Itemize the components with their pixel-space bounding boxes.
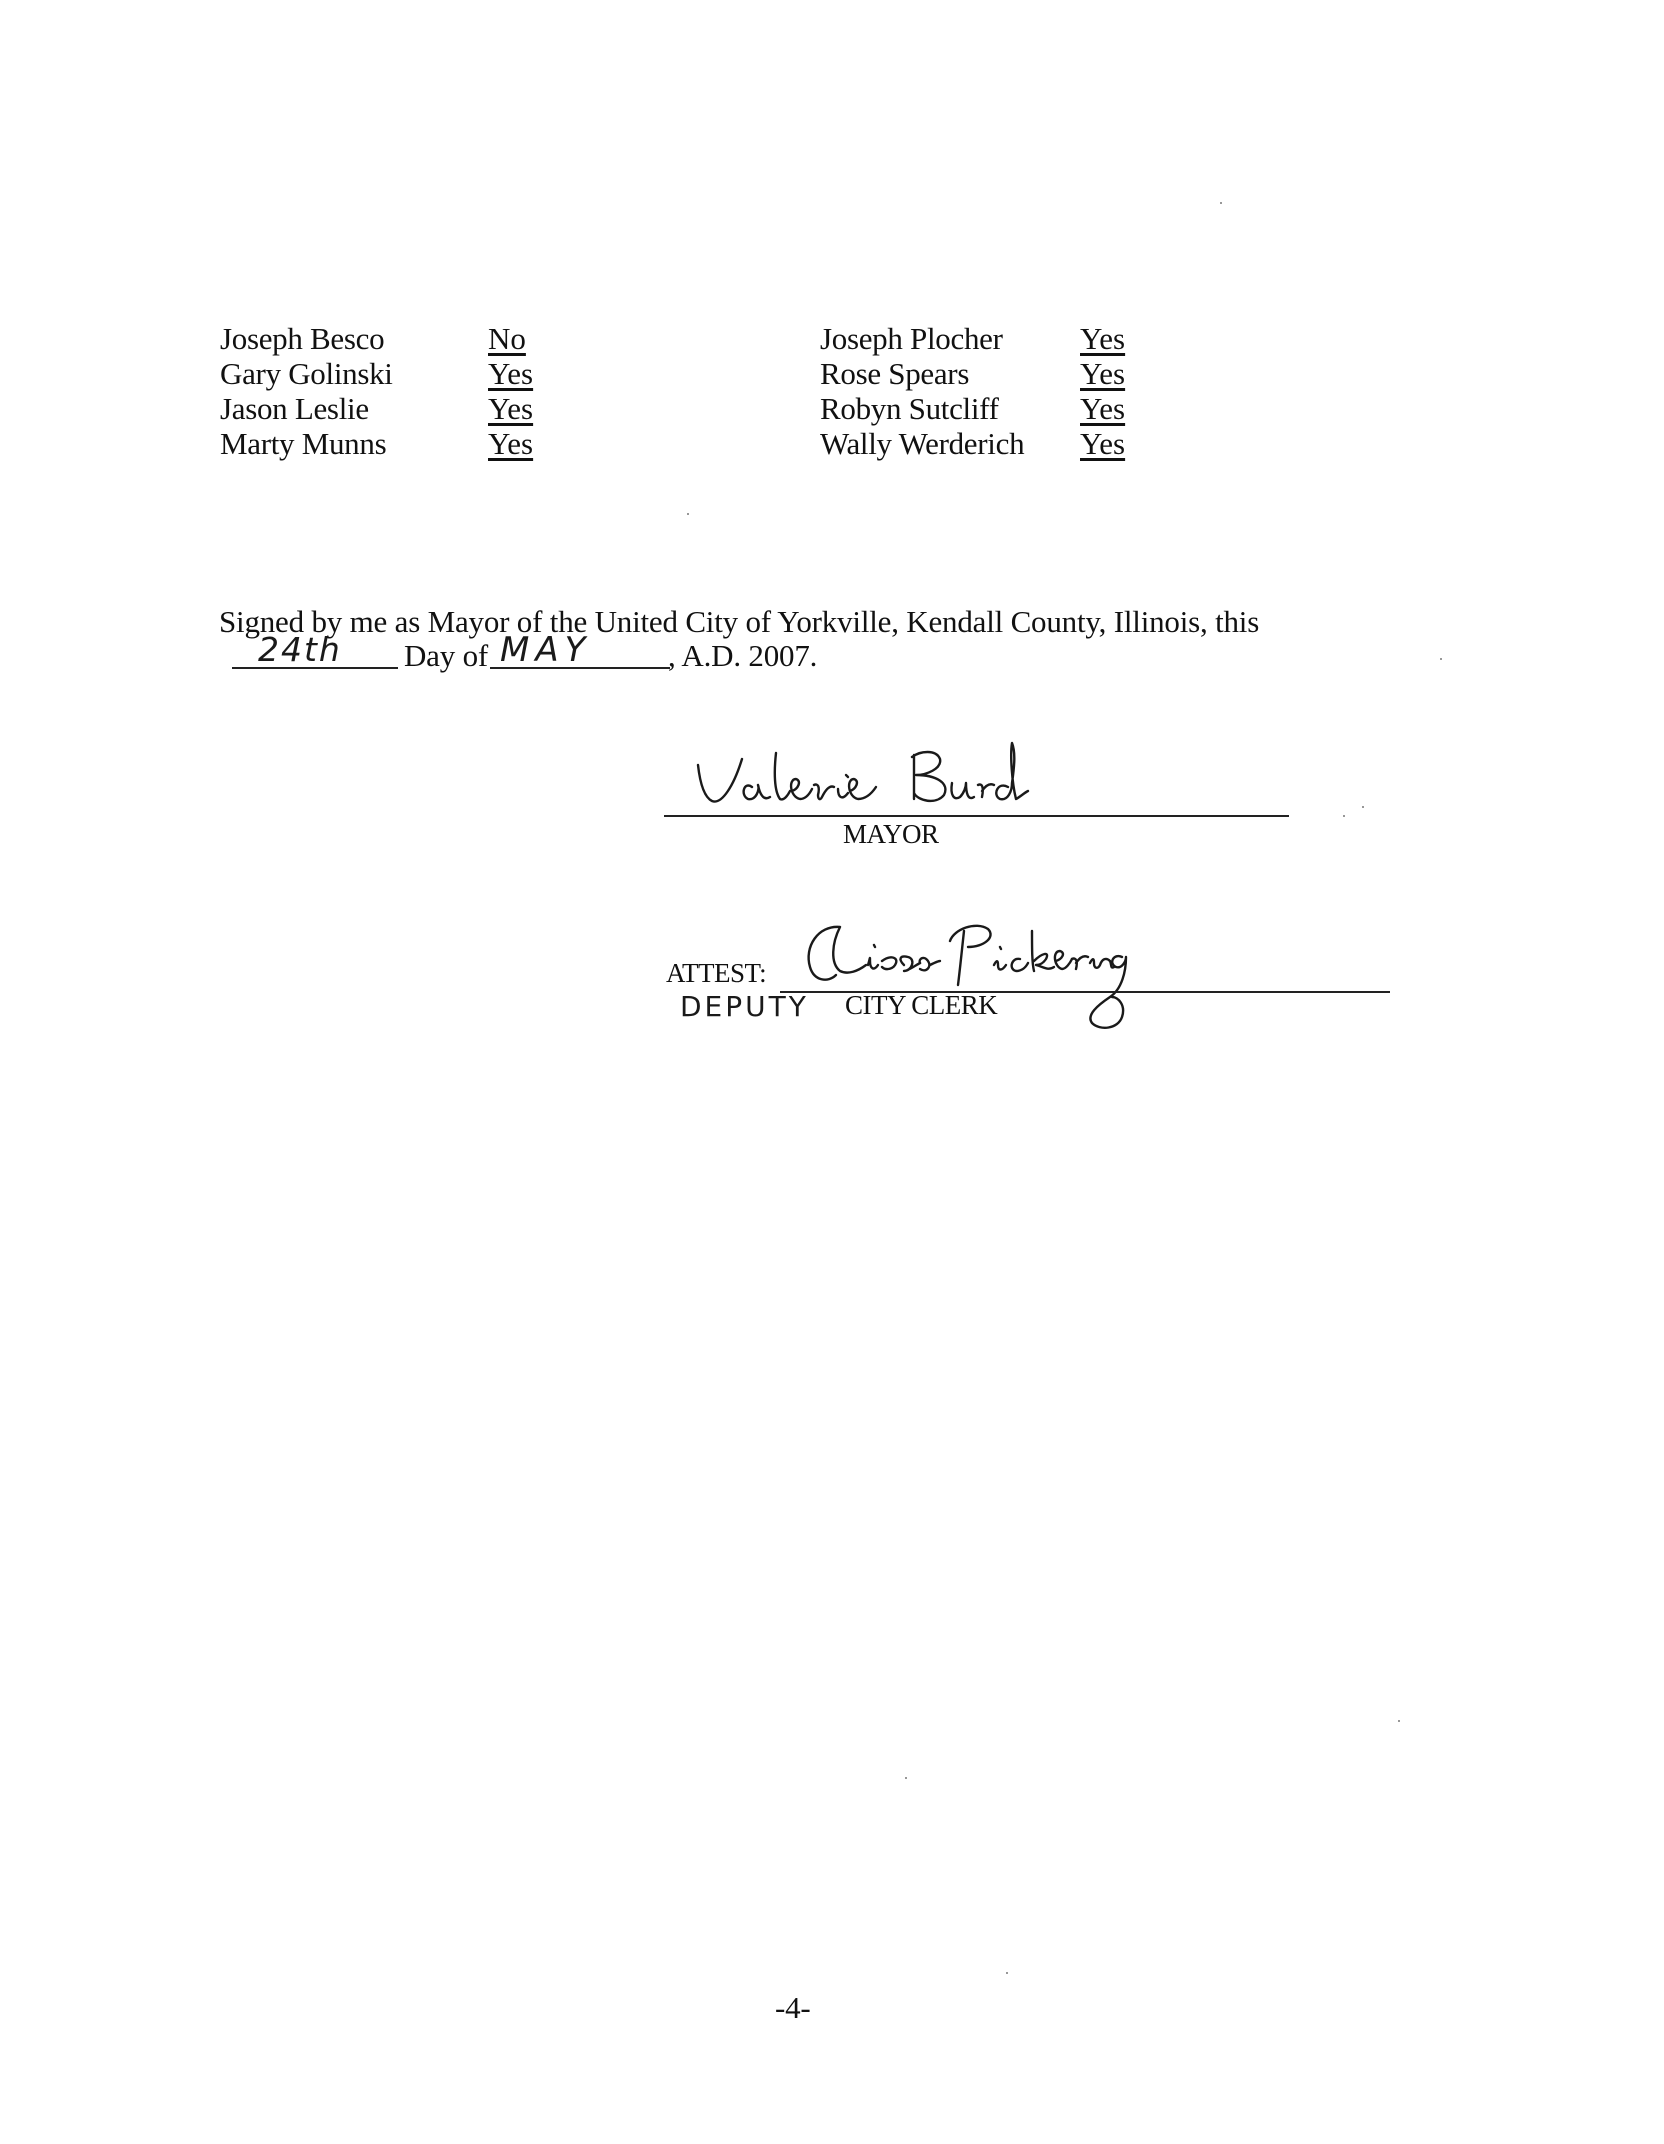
mayor-signature-line	[664, 815, 1289, 817]
scan-speck	[1006, 1972, 1008, 1974]
clerk-title: CITY CLERK	[845, 990, 998, 1020]
scan-speck	[1440, 658, 1442, 660]
mayor-signature	[690, 735, 1030, 815]
council-member-name: Joseph Besco	[220, 321, 385, 356]
year-text: , A.D. 2007.	[668, 638, 818, 673]
vote-value: Yes	[1080, 426, 1126, 461]
handwritten-month: MAY	[500, 630, 592, 670]
handwritten-day: 24th	[258, 630, 342, 669]
mayor-title: MAYOR	[843, 819, 939, 849]
handwritten-deputy: DEPUTY	[680, 990, 809, 1023]
vote-value: Yes	[1080, 321, 1126, 356]
vote-value: Yes	[488, 356, 534, 391]
council-member-name: Gary Golinski	[220, 356, 393, 391]
signing-statement: Signed by me as Mayor of the United City of Yorkville, Kendall County, Illinois, this	[219, 604, 1260, 639]
council-member-name: Marty Munns	[220, 426, 387, 461]
council-member-name: Jason Leslie	[220, 391, 369, 426]
attest-label: ATTEST:	[666, 958, 767, 988]
council-member-name: Joseph Plocher	[820, 321, 1003, 356]
scan-speck	[1220, 202, 1222, 204]
vote-value: Yes	[488, 426, 534, 461]
scan-speck	[687, 513, 689, 515]
council-member-name: Rose Spears	[820, 356, 970, 391]
scan-speck	[1343, 815, 1345, 817]
council-member-name: Wally Werderich	[820, 426, 1025, 461]
vote-value: Yes	[488, 391, 534, 426]
scan-speck	[1398, 1720, 1400, 1722]
scan-speck	[1362, 806, 1364, 808]
vote-value: Yes	[1080, 356, 1126, 391]
vote-value: No	[488, 321, 526, 356]
day-of-label: Day of	[404, 638, 489, 673]
vote-value: Yes	[1080, 391, 1126, 426]
page-number: -4-	[775, 1990, 811, 2025]
council-member-name: Robyn Sutcliff	[820, 391, 999, 426]
scan-speck	[905, 1777, 907, 1779]
